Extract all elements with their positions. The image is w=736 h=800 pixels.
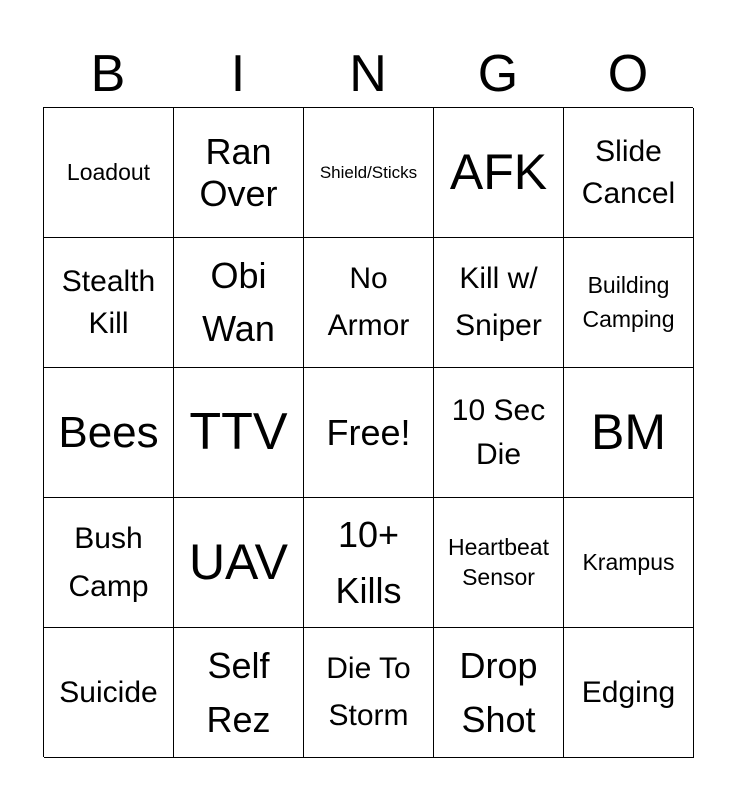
bingo-cell[interactable] — [434, 628, 564, 758]
cell-label: Krampus — [582, 548, 675, 575]
bingo-cell[interactable] — [174, 368, 304, 498]
bingo-cell[interactable] — [304, 628, 434, 758]
bingo-cell[interactable] — [44, 628, 174, 758]
header-letter-o: O — [607, 45, 649, 103]
cell-label: Edging — [581, 675, 676, 709]
bingo-cell[interactable] — [174, 238, 304, 368]
bingo-cell[interactable] — [304, 368, 434, 498]
bingo-card-grid — [43, 107, 693, 757]
bingo-cell[interactable] — [44, 238, 174, 368]
cell-label: Bush Camp — [68, 521, 149, 603]
bingo-cell[interactable] — [564, 368, 694, 498]
bingo-cell[interactable] — [174, 498, 304, 628]
cell-label: Drop Shot — [459, 644, 538, 740]
bingo-cell[interactable] — [564, 108, 694, 238]
header-letter-g: G — [477, 45, 519, 103]
cell-label: 10+ Kills — [335, 513, 402, 611]
cell-label: UAV — [188, 534, 289, 590]
cell-label: Loadout — [66, 158, 151, 185]
cell-label: 10 Sec Die — [451, 394, 546, 471]
cell-label: Free! — [326, 411, 411, 453]
cell-label: Obi Wan — [202, 255, 275, 349]
cell-label: AFK — [449, 144, 548, 200]
bingo-header — [43, 40, 693, 108]
header-letter-n: N — [349, 45, 387, 103]
cell-label: Slide Cancel — [581, 134, 676, 210]
bingo-cell[interactable] — [44, 498, 174, 628]
bingo-cell[interactable] — [564, 498, 694, 628]
bingo-cell[interactable] — [434, 498, 564, 628]
cell-label: Bees — [58, 407, 159, 457]
cell-label: Building Camping — [582, 272, 675, 332]
cell-label: Kill w/ Sniper — [455, 262, 542, 342]
bingo-cell[interactable] — [564, 238, 694, 368]
cell-label: Heartbeat Sensor — [447, 533, 549, 590]
cell-label: Self Rez — [206, 644, 271, 740]
bingo-cell[interactable] — [44, 108, 174, 238]
header-letter-i: I — [230, 45, 246, 103]
bingo-cell[interactable] — [434, 108, 564, 238]
bingo-cell[interactable] — [174, 628, 304, 758]
bingo-cell[interactable] — [304, 498, 434, 628]
cell-label: Stealth Kill — [61, 264, 156, 340]
cell-label: No Armor — [327, 262, 410, 342]
cell-label: BM — [591, 404, 666, 460]
bingo-cell[interactable] — [564, 628, 694, 758]
bingo-cell[interactable] — [44, 368, 174, 498]
cell-label: Die To Storm — [326, 652, 411, 732]
bingo-cell[interactable] — [304, 238, 434, 368]
cell-label: Ran Over — [199, 131, 278, 214]
cell-label: Shield/Sticks — [319, 162, 418, 182]
cell-label: TTV — [189, 402, 288, 461]
header-letter-b: B — [90, 45, 126, 103]
bingo-cell[interactable] — [304, 108, 434, 238]
bingo-cell[interactable] — [174, 108, 304, 238]
cell-label: Suicide — [59, 675, 158, 709]
bingo-cell[interactable] — [434, 368, 564, 498]
bingo-cell[interactable] — [434, 238, 564, 368]
